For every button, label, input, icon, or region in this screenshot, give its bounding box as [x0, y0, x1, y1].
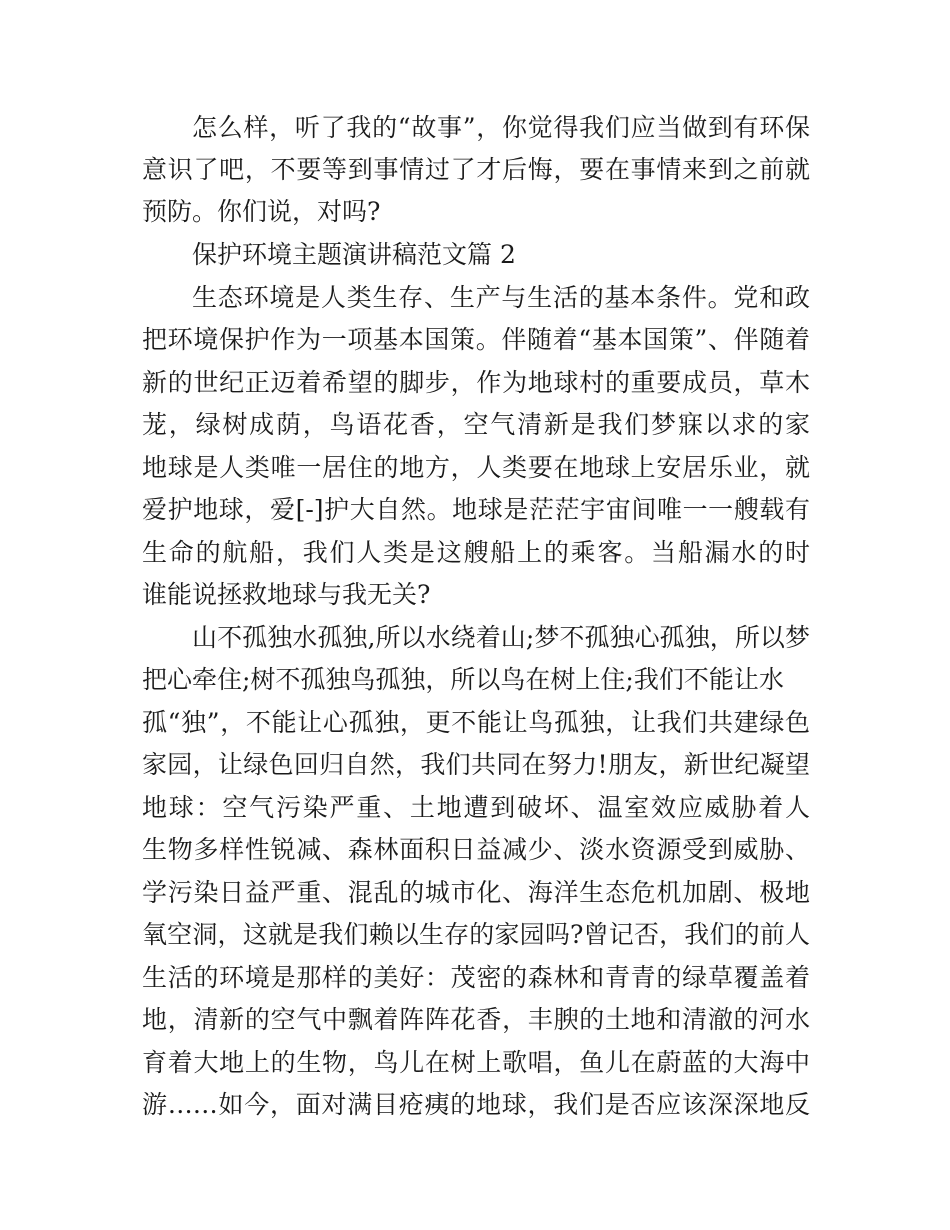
- paragraph-3-line-11: 育着大地上的生物，鸟儿在树上歌唱，鱼儿在蔚蓝的大海中: [142, 1048, 810, 1077]
- paragraph-3-line-4: 家园，让绿色回归自然，我们共同在努力!朋友，新世纪凝望: [142, 750, 810, 779]
- paragraph-3-line-9: 生活的环境是那样的美好：茂密的森林和青青的绿草覆盖着: [142, 963, 810, 992]
- paragraph-3-line-7: 学污染日益严重、混乱的城市化、海洋生态危机加剧、极地: [142, 878, 810, 907]
- paragraph-1-line-1: 怎么样，听了我的“故事”，你觉得我们应当做到有环保: [192, 113, 810, 142]
- paragraph-3-line-12: 游……如今，面对满目疮痍的地球，我们是否应该深深地反: [142, 1090, 810, 1119]
- paragraph-2-line-7: 生命的航船，我们人类是这艘船上的乘客。当船漏水的时: [142, 538, 810, 567]
- paragraph-2-line-5: 地球是人类唯一居住的地方，人类要在地球上安居乐业，就: [142, 453, 810, 482]
- paragraph-3-line-10: 地，清新的空气中飘着阵阵花香，丰腴的土地和清澈的河水: [142, 1005, 810, 1034]
- paragraph-3-line-5: 地球：空气污染严重、土地遭到破坏、温室效应威胁着人: [142, 793, 810, 822]
- paragraph-3-line-6: 生物多样性锐减、森林面积日益减少、淡水资源受到威胁、: [142, 835, 810, 864]
- paragraph-3-line-3: 孤“独”，不能让心孤独，更不能让鸟孤独，让我们共建绿色: [142, 708, 810, 737]
- paragraph-2-line-8: 谁能说拯救地球与我无关?: [142, 580, 431, 609]
- paragraph-1-line-3: 预防。你们说，对吗?: [142, 197, 381, 226]
- paragraph-2-line-2: 把环境保护作为一项基本国策。伴随着“基本国策”、伴随着: [142, 325, 810, 354]
- paragraph-3-line-1: 山不孤独水孤独,所以水绕着山;梦不孤独心孤独，所以梦: [192, 623, 810, 652]
- paragraph-2-line-1: 生态环境是人类生存、生产与生活的基本条件。党和政: [192, 283, 810, 312]
- paragraph-2-line-3: 新的世纪正迈着希望的脚步，作为地球村的重要成员，草木: [142, 368, 810, 397]
- paragraph-2-line-6: 爱护地球，爱[-]护大自然。地球是茫茫宇宙间唯一一艘载有: [142, 495, 810, 524]
- paragraph-2-line-4: 茏，绿树成荫，鸟语花香，空气清新是我们梦寐以求的家: [142, 410, 810, 439]
- paragraph-1-line-2: 意识了吧，不要等到事情过了才后悔，要在事情来到之前就: [142, 155, 810, 184]
- paragraph-3-line-8: 氧空洞，这就是我们赖以生存的家园吗?曾记否，我们的前人: [142, 920, 810, 949]
- section-heading: 保护环境主题演讲稿范文篇 2: [192, 240, 516, 269]
- paragraph-3-line-2: 把心牵住;树不孤独鸟孤独，所以鸟在树上住;我们不能让水: [142, 665, 784, 694]
